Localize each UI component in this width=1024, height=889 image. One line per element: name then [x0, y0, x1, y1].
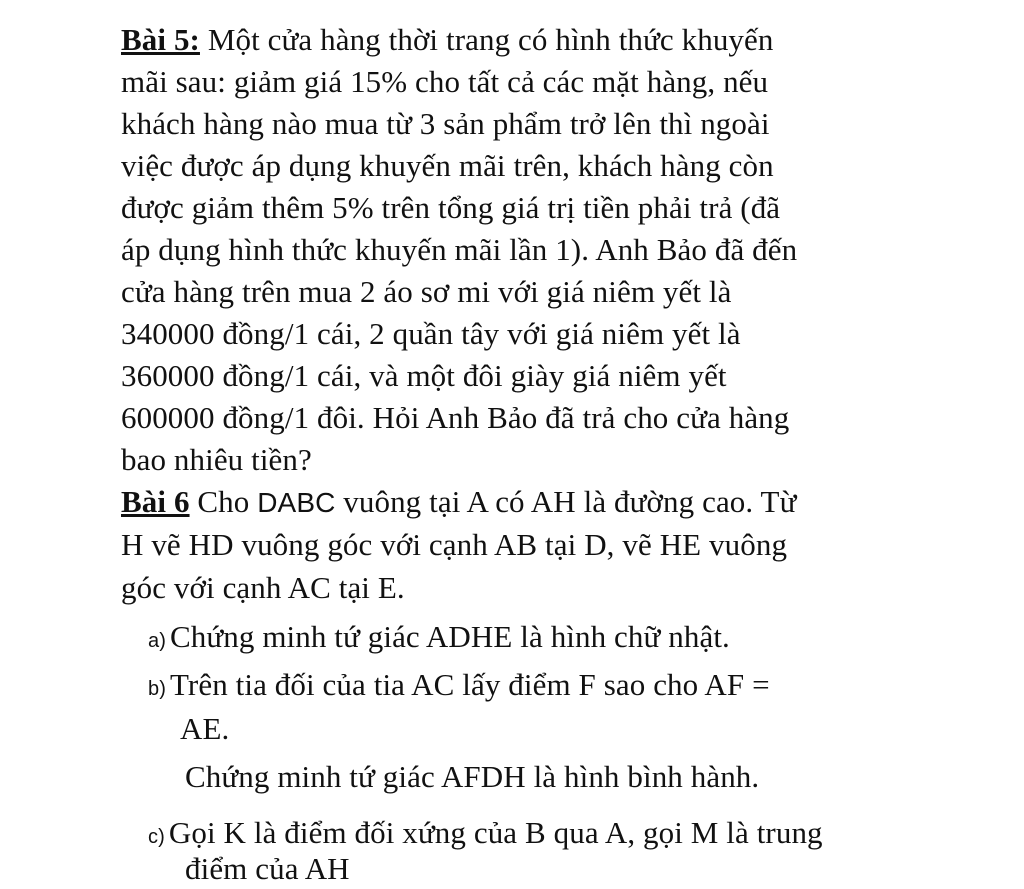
bai5-line-9: 360000 đồng/1 cái, và một đôi giày giá niêm yết — [121, 358, 727, 393]
bai6-line-1 — [121, 482, 796, 523]
bai6-text-pre: Cho — [189, 484, 258, 519]
bai6-heading: Bài 6 — [121, 484, 190, 519]
bai6-line-3: góc với cạnh AC tại E. — [121, 570, 405, 605]
bai5-line-6: áp dụng hình thức khuyến mãi lần 1). Anh Bảo đã đến — [121, 232, 798, 267]
part-a — [148, 617, 730, 661]
bai5-line-4: việc được áp dụng khuyến mãi trên, khách hàng còn — [121, 148, 774, 183]
part-b-cont: AE. — [180, 711, 230, 746]
part-a-text: Chứng minh tứ giác ADHE là hình chữ nhật. — [169, 619, 730, 654]
part-b-marker: b) — [148, 678, 166, 700]
bai5-line-8: 340000 đồng/1 cái, 2 quần tây với giá niêm yết là — [121, 316, 741, 351]
part-c-marker: c) — [148, 826, 165, 848]
part-c-cont: điểm của AH — [185, 851, 350, 886]
bai5-line-1 — [121, 20, 774, 60]
triangle-label: DABC — [257, 487, 336, 518]
bai6-text-post: vuông tại A có AH là đường cao. Từ — [335, 484, 797, 519]
bai5-line-3: khách hàng nào mua từ 3 sản phẩm trở lên thì ngoài — [121, 106, 770, 141]
bai6-line-2: H vẽ HD vuông góc với cạnh AB tại D, vẽ HE vuông — [121, 527, 788, 562]
bai5-line-7: cửa hàng trên mua 2 áo sơ mi với giá niêm yết là — [121, 274, 732, 309]
bai5-line-5: được giảm thêm 5% trên tổng giá trị tiền phải trả (đã — [121, 190, 781, 225]
bai5-line-2: mãi sau: giảm giá 15% cho tất cả các mặt hàng, nếu — [121, 64, 769, 99]
part-b-text: Trên tia đối của tia AC lấy điểm F sao cho AF = — [169, 667, 770, 702]
part-a-marker: a) — [148, 630, 166, 652]
part-c-text: Gọi K là điểm đối xứng của B qua A, gọi M là trung — [168, 815, 823, 850]
bai5-text: Một cửa hàng thời trang có hình thức khuyến — [199, 22, 774, 57]
bai5-heading: Bài 5: — [121, 22, 200, 57]
part-b — [148, 665, 770, 709]
bai5-line-11: bao nhiêu tiền? — [121, 442, 312, 477]
part-b-task: Chứng minh tứ giác AFDH là hình bình hành. — [185, 759, 760, 794]
bai5-line-10: 600000 đồng/1 đôi. Hỏi Anh Bảo đã trả cho cửa hàng — [121, 400, 790, 435]
